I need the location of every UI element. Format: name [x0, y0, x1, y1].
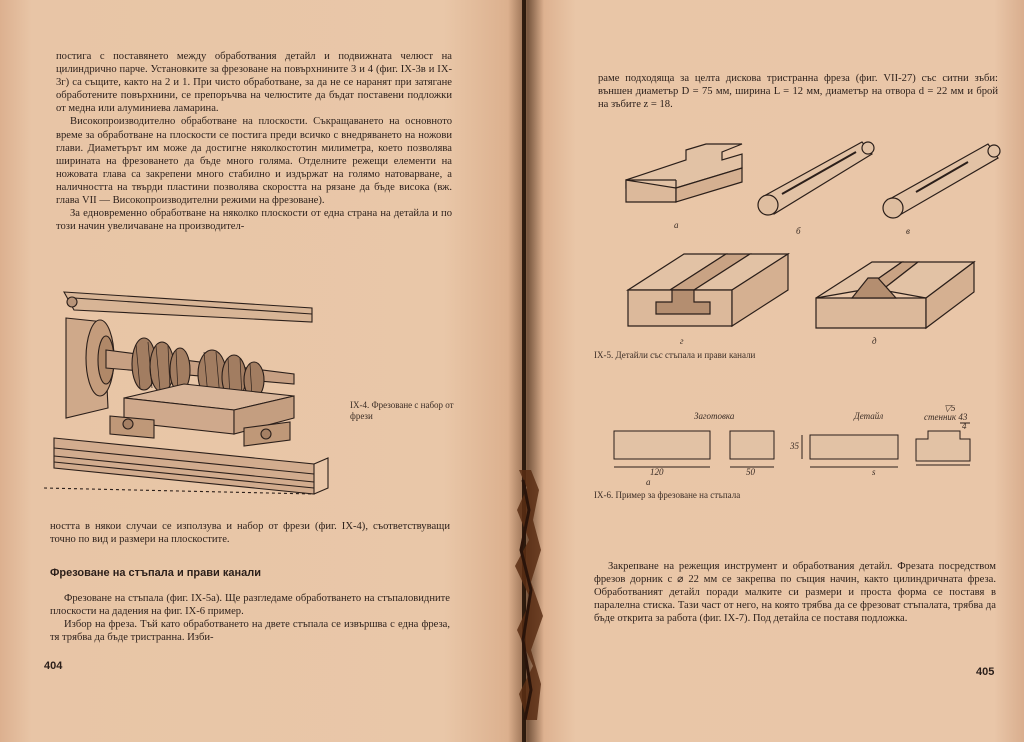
figure-ix-4-caption: IX-4. Фрезоване с набор от фрези [350, 400, 454, 421]
figure-ix-5-drawing [616, 130, 1006, 350]
fig6-dim-4: 4 [962, 421, 967, 431]
right-paragraph-2: Закрепване на режещия инструмент и обработвания детайл. Фрезата посредством фрезов дорник с ⌀ 22 мм се закрепва по същия начин, както цилиндричната фреза. Обработваният детайл поради малките си размери и проста форма се поставя в паралелна стиска. Тази част от него, на която трябва да се фрезоват стъпалата, трябва да бъде открита за работа (фиг. IX-7). Под детайла се поставя подложка. [594, 561, 996, 625]
page-number-left: 404 [44, 660, 63, 672]
fig6-dim-120: 120 [650, 467, 664, 477]
left-paragraph-5: Фрезоване на стъпала (фиг. IX-5а). Ще разгледаме обработването на стъпаловидните плоскости на дадения на фиг. IX-6 пример. [50, 593, 450, 618]
fig5-label-b: б [796, 226, 801, 236]
figure-ix-6-drawing [606, 405, 1006, 485]
gutter-tear-damage [505, 470, 547, 720]
left-paragraph-2: Високопроизводително обработване на плоскости. Съкращаването на основното време за обработване на плоскости се постига преди всичко с внедряването на ножови глави. Диаметърът им може да достигне няколкостотин милиметра, което позволява ширината на фрезоването да бъде много голяма. Отделните режещи елементи на ножовата глава са закрепени много стабилно и издържат на голямо натоварване, а наличността на твърди пластини позволява скоростта на рязане да бъде висока (вж. глава VII — Високопроизводителни режими на фрезоване). [56, 116, 452, 207]
fig5-label-g: г [680, 336, 684, 346]
fig6-dim-35: 35 [790, 441, 799, 451]
fig6-finish-mark: ▽5 [944, 405, 956, 413]
fig6-dim-s: s [872, 467, 876, 477]
fig6-label-part: Детайл [854, 411, 884, 421]
fig6-label-blank: Заготовка [694, 411, 735, 421]
fig6-dim-a: а [646, 477, 651, 485]
fig5-label-v: в [906, 226, 910, 236]
fig5-label-a: а [674, 220, 679, 230]
right-paragraph-1: раме подходяща за целта дискова тристранна фреза (фиг. VII-27) със ситни зъби: външен диаметър D = 75 мм, ширина L = 12 мм, диаметър на отвора d = 22 мм и брой на зъбите z = 18. [598, 73, 998, 111]
figure-ix-6-caption: IX-6. Пример за фрезоване на стъпала [594, 490, 741, 500]
figure-ix-5-caption: IX-5. Детайли със стъпала и прави канали [594, 350, 756, 360]
right-page [526, 0, 1024, 742]
fig5-label-d: д [872, 336, 877, 346]
figure-ix-4-drawing [44, 288, 334, 498]
fig6-detail-note: стенник 43 [924, 412, 968, 422]
left-text-top [56, 50, 452, 233]
fig6-dim-50: 50 [746, 467, 755, 477]
left-paragraph-1: постига с поставянето между обработвания детайл и подвижната челюст на цилиндрично парче. Установките за фрезоване на повърхнините 3 и 4 (фиг. IX-3в и IX-3г) са същите, както на 2 и 1. При чисто обработване, за да не се наранят при затягане обработените повърхнини, се препоръчва на челюстите да бъдат поставени подложки от медна или алуминиева ламарина. [56, 51, 452, 115]
left-text-bottom [50, 592, 450, 644]
left-paragraph-4: ността в някои случаи се използува и набор от фрези (фиг. IX-4), съответствуващи точно по вид и размери на плоскостите. [50, 521, 450, 546]
left-paragraph-6: Избор на фреза. Тъй като обработването на двете стъпала се извършва с една фреза, тя трябва да бъде тристранна. Изби- [50, 619, 450, 644]
section-heading: Фрезоване на стъпала и прави канали [50, 567, 261, 579]
left-paragraph-3: За едновременно обработване на няколко плоскости от една страна на детайла и по този начин увеличаване на производител- [56, 208, 452, 233]
page-number-right: 405 [976, 666, 995, 678]
